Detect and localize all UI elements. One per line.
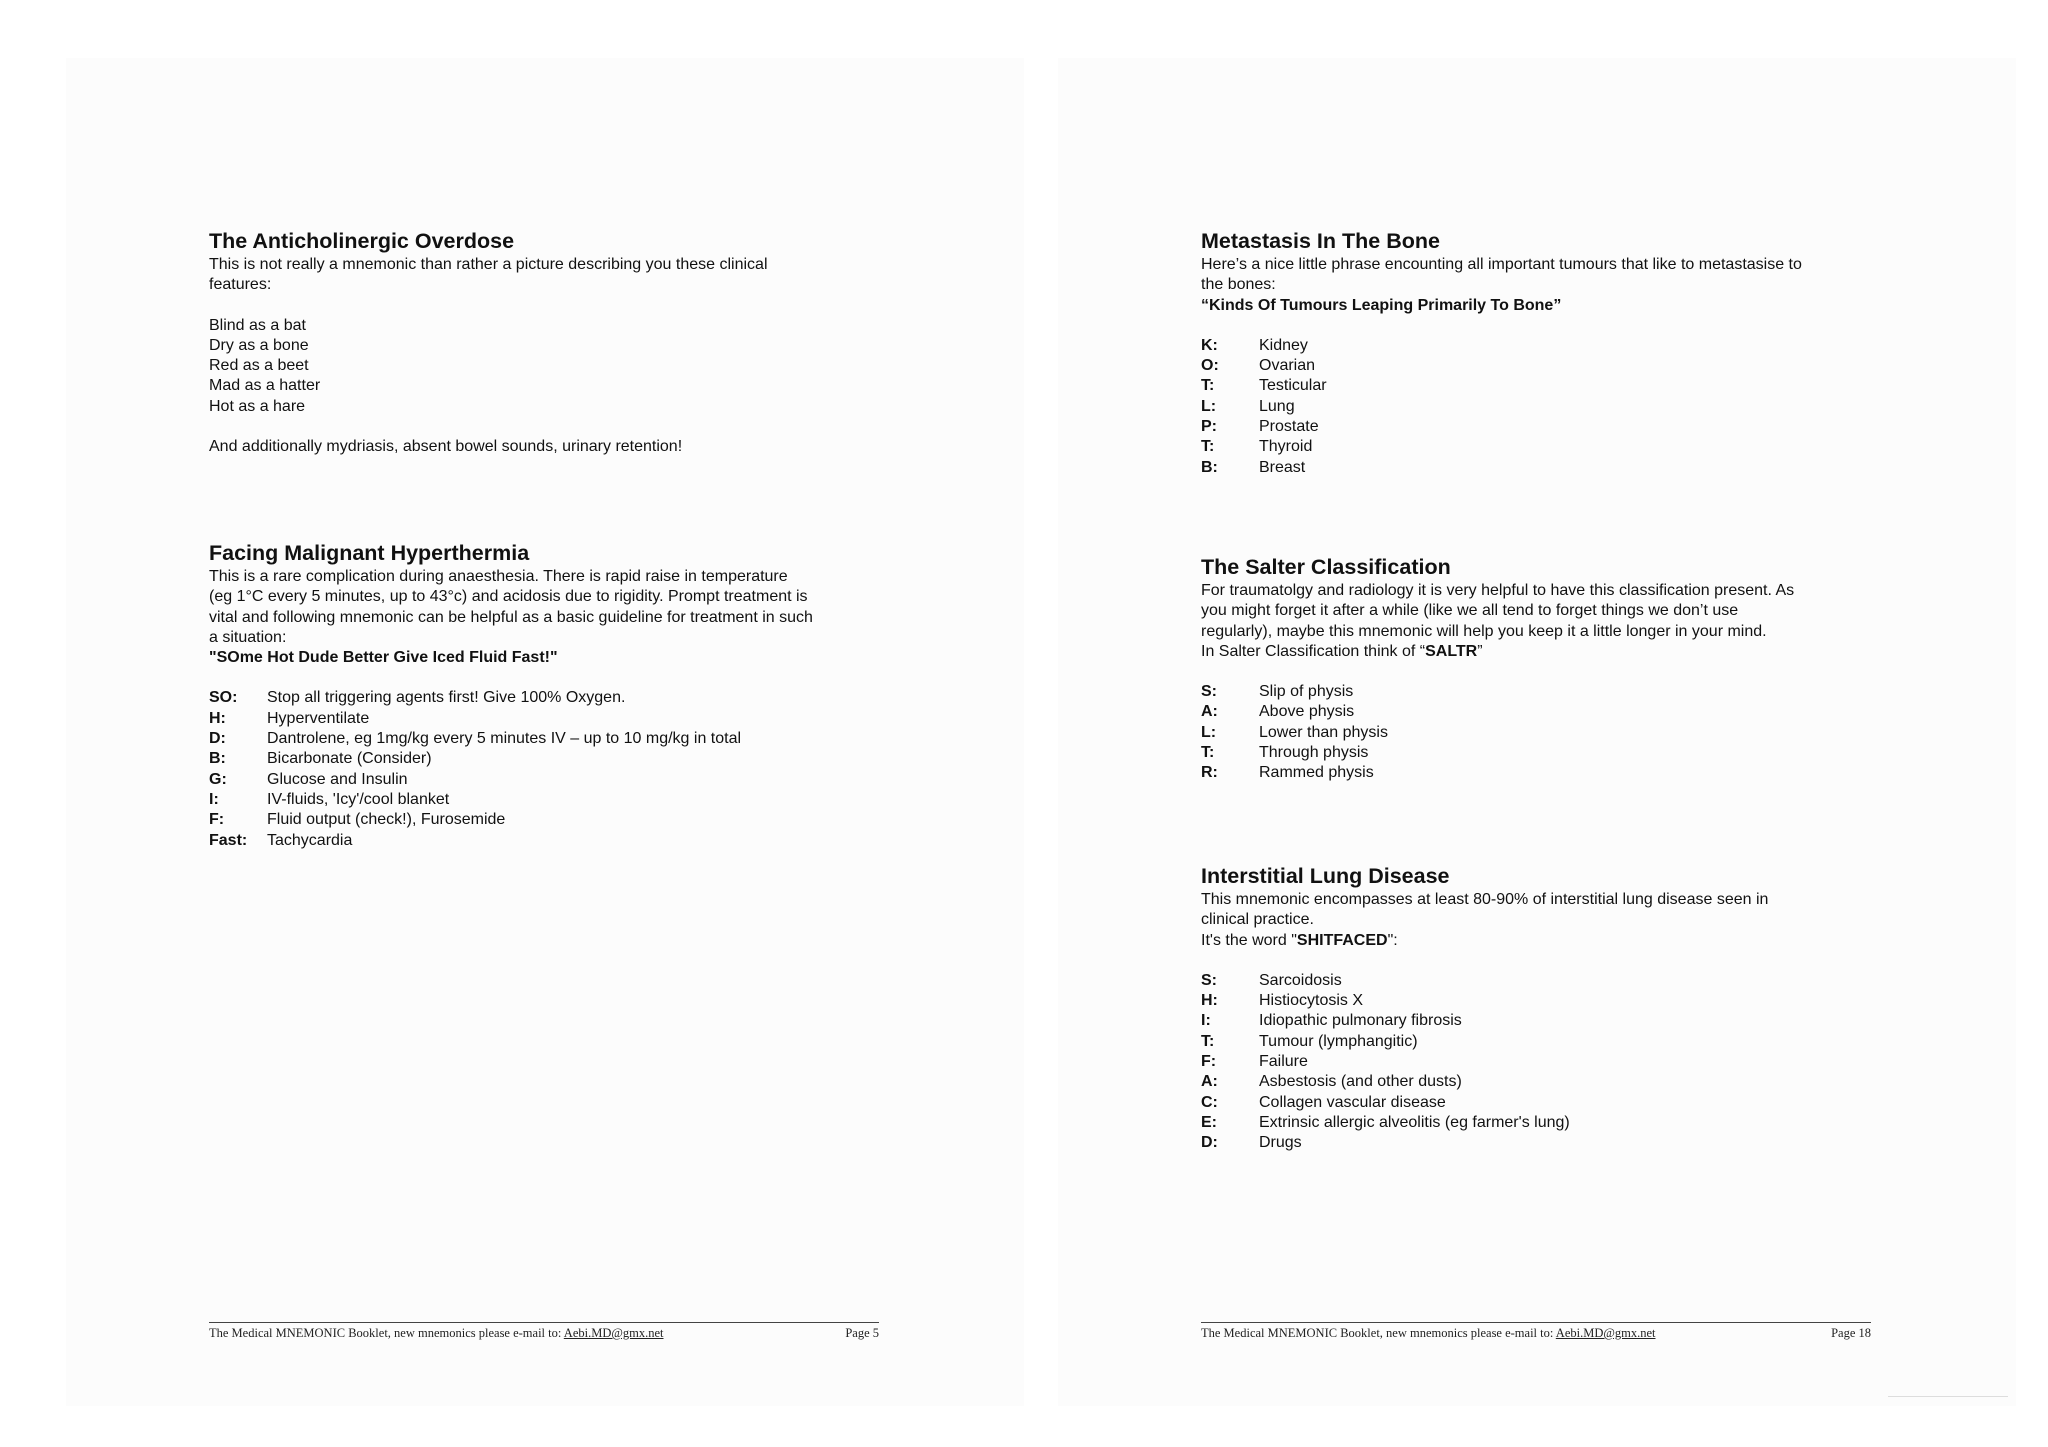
- item-value: Failure: [1259, 1053, 1308, 1071]
- mnemonic-item: [1201, 763, 1881, 783]
- intro-line: clinical practice.: [1201, 911, 1314, 929]
- section-metastasis-bone: [1201, 228, 1881, 478]
- item-key: E:: [1201, 1113, 1217, 1131]
- page-footer: [1201, 1322, 1871, 1341]
- item-key: A:: [1201, 1073, 1218, 1091]
- item-value: Extrinsic allergic alveolitis (eg farmer's lung): [1259, 1113, 1570, 1131]
- intro-line: (eg 1°C every 5 minutes, up to 43°c) and acidosis due to rigidity. Prompt treatment is: [209, 588, 808, 606]
- mnemonic-phrase: SALTR: [1425, 642, 1478, 660]
- page-edge-line: [1888, 1396, 2008, 1397]
- mnemonic-item: [209, 810, 889, 830]
- item-value: Drugs: [1259, 1134, 1302, 1152]
- item-key: O:: [1201, 357, 1219, 375]
- item-value: Fluid output (check!), Furosemide: [267, 811, 506, 829]
- intro-line: regularly), maybe this mnemonic will help you keep it a little longer in your mind.: [1201, 622, 1767, 640]
- section-anticholinergic: [209, 228, 889, 457]
- mnemonic-item: [209, 770, 889, 790]
- item-key: T:: [1201, 377, 1215, 395]
- item-value: Rammed physis: [1259, 764, 1374, 782]
- mnemonic-item: [1201, 702, 1881, 722]
- item-value: Thyroid: [1259, 438, 1313, 456]
- item-value: Above physis: [1259, 703, 1355, 721]
- item-value: Breast: [1259, 458, 1306, 476]
- mnemonic-item: [209, 688, 889, 708]
- intro-line: This is not really a mnemonic than rather a picture describing you these clinical: [209, 256, 768, 273]
- mnemonic-phrase: "SOme Hot Dude Better Give Iced Fluid Fast!": [209, 649, 558, 667]
- mnemonic-item: [1201, 1093, 1881, 1113]
- item-value: Lower than physis: [1259, 723, 1388, 741]
- mnemonic-item: [1201, 971, 1881, 991]
- intro-line: vital and following mnemonic can be helpful as a basic guideline for treatment in such: [209, 608, 813, 626]
- mnemonic-item: [1201, 397, 1881, 417]
- item-key: B:: [209, 750, 226, 768]
- mnemonic-item: [1201, 743, 1881, 763]
- item-key: H:: [209, 709, 226, 727]
- mnemonic-item: [209, 729, 889, 749]
- footer-email-link[interactable]: Aebi.MD@gmx.net: [563, 1326, 664, 1340]
- item-value: Stop all triggering agents first! Give 100% Oxygen.: [267, 689, 626, 707]
- item-key: T:: [1201, 438, 1215, 456]
- mnemonic-item: [1201, 1032, 1881, 1052]
- right-page: [1058, 58, 2016, 1406]
- item-value: Hyperventilate: [267, 709, 370, 727]
- intro-line: This is a rare complication during anaesthesia. There is rapid raise in temperature: [209, 568, 788, 585]
- mnemonic-phrase: “Kinds Of Tumours Leaping Primarily To Bone”: [1201, 296, 1562, 314]
- section-malignant-hyperthermia: [209, 540, 889, 851]
- feature-line: Blind as a bat: [209, 316, 306, 334]
- feature-line: Mad as a hatter: [209, 377, 321, 395]
- feature-line: Hot as a hare: [209, 397, 306, 415]
- item-key: L:: [1201, 723, 1217, 741]
- item-key: D:: [1201, 1134, 1218, 1152]
- intro-line: you might forget it after a while (like we all tend to forget things we don’t use: [1201, 602, 1739, 620]
- mnemonic-item: [1201, 437, 1881, 457]
- section-title: Metastasis In The Bone: [1201, 229, 1440, 253]
- item-value: Tumour (lymphangitic): [1259, 1032, 1418, 1050]
- item-key: C:: [1201, 1093, 1218, 1111]
- mnemonic-item: [209, 790, 889, 810]
- feature-line: Dry as a bone: [209, 336, 309, 354]
- item-key: SO:: [209, 689, 238, 707]
- intro-line: a situation:: [209, 628, 287, 646]
- section-title: The Anticholinergic Overdose: [209, 229, 515, 253]
- intro-line: the bones:: [1201, 276, 1276, 294]
- mnemonic-phrase-line: [1201, 642, 1881, 662]
- outro-line: And additionally mydriasis, absent bowel sounds, urinary retention!: [209, 438, 683, 456]
- mnemonic-item: [209, 749, 889, 769]
- mnemonic-item: [1201, 417, 1881, 437]
- phrase-prefix: It's the word ": [1201, 931, 1297, 949]
- item-key: H:: [1201, 992, 1218, 1010]
- item-key: T:: [1201, 744, 1215, 762]
- mnemonic-item: [1201, 1052, 1881, 1072]
- section-title: The Salter Classification: [1201, 555, 1451, 579]
- section-salter-classification: [1201, 554, 1881, 784]
- section-title: Facing Malignant Hyperthermia: [209, 541, 530, 565]
- mnemonic-item: [1201, 1072, 1881, 1092]
- mnemonic-phrase-line: [1201, 931, 1881, 951]
- item-key: P:: [1201, 418, 1217, 436]
- item-key: B:: [1201, 458, 1218, 476]
- page-footer: [209, 1322, 879, 1341]
- item-key: T:: [1201, 1032, 1215, 1050]
- item-key: S:: [1201, 971, 1217, 989]
- item-key: G:: [209, 770, 227, 788]
- mnemonic-item: [1201, 1133, 1881, 1153]
- footer-text: The Medical MNEMONIC Booklet, new mnemonics please e-mail to:: [209, 1326, 564, 1340]
- left-page: [66, 58, 1024, 1406]
- item-value: Idiopathic pulmonary fibrosis: [1259, 1012, 1462, 1030]
- item-value: Through physis: [1259, 744, 1369, 762]
- item-key: S:: [1201, 683, 1217, 701]
- item-value: Glucose and Insulin: [267, 770, 408, 788]
- mnemonic-item: [1201, 356, 1881, 376]
- item-key: F:: [1201, 1053, 1217, 1071]
- item-value: IV-fluids, 'Icy'/cool blanket: [267, 790, 450, 808]
- item-value: Slip of physis: [1259, 683, 1354, 701]
- item-key: R:: [1201, 764, 1218, 782]
- item-value: Prostate: [1259, 418, 1319, 436]
- mnemonic-item: [1201, 336, 1881, 356]
- item-value: Tachycardia: [267, 831, 353, 849]
- item-key: Fast:: [209, 831, 248, 849]
- item-value: Dantrolene, eg 1mg/kg every 5 minutes IV – up to 10 mg/kg in total: [267, 730, 742, 748]
- mnemonic-phrase: SHITFACED: [1296, 931, 1388, 949]
- item-value: Ovarian: [1259, 357, 1316, 375]
- item-value: Collagen vascular disease: [1259, 1093, 1446, 1111]
- item-key: K:: [1201, 336, 1218, 354]
- mnemonic-item: [1201, 991, 1881, 1011]
- intro-line: For traumatolgy and radiology it is very helpful to have this classification present. As: [1201, 582, 1795, 599]
- intro-line: This mnemonic encompasses at least 80-90% of interstitial lung disease seen in: [1201, 891, 1769, 908]
- item-value: Testicular: [1259, 377, 1327, 395]
- mnemonic-item: [209, 709, 889, 729]
- mnemonic-item: [1201, 1011, 1881, 1031]
- item-value: Bicarbonate (Consider): [267, 750, 432, 768]
- item-value: Lung: [1259, 397, 1295, 415]
- intro-line: Here’s a nice little phrase encounting all important tumours that like to metastasise to: [1201, 256, 1802, 273]
- mnemonic-item: [1201, 682, 1881, 702]
- section-title: Interstitial Lung Disease: [1201, 864, 1450, 888]
- footer-email-link[interactable]: Aebi.MD@gmx.net: [1555, 1326, 1656, 1340]
- phrase-prefix: In Salter Classification think of “: [1201, 642, 1426, 660]
- mnemonic-item: [1201, 1113, 1881, 1133]
- item-key: F:: [209, 811, 225, 829]
- feature-line: Red as a beet: [209, 357, 309, 375]
- item-value: Asbestosis (and other dusts): [1259, 1073, 1462, 1091]
- item-key: I:: [209, 790, 219, 808]
- section-interstitial-lung: [1201, 863, 1881, 1154]
- intro-line: features:: [209, 276, 272, 294]
- phrase-suffix: ”: [1477, 642, 1483, 660]
- item-value: Sarcoidosis: [1259, 971, 1342, 989]
- item-value: Kidney: [1259, 336, 1308, 354]
- mnemonic-item: [1201, 723, 1881, 743]
- item-key: A:: [1201, 703, 1218, 721]
- page-number: Page 5: [845, 1326, 879, 1340]
- phrase-suffix: ":: [1387, 931, 1398, 949]
- item-key: I:: [1201, 1012, 1211, 1030]
- mnemonic-item: [209, 831, 889, 851]
- mnemonic-item: [1201, 376, 1881, 396]
- item-key: L:: [1201, 397, 1217, 415]
- page-number: Page 18: [1831, 1326, 1871, 1340]
- mnemonic-item: [1201, 458, 1881, 478]
- item-key: D:: [209, 730, 226, 748]
- item-value: Histiocytosis X: [1259, 992, 1364, 1010]
- footer-text: The Medical MNEMONIC Booklet, new mnemonics please e-mail to:: [1201, 1326, 1556, 1340]
